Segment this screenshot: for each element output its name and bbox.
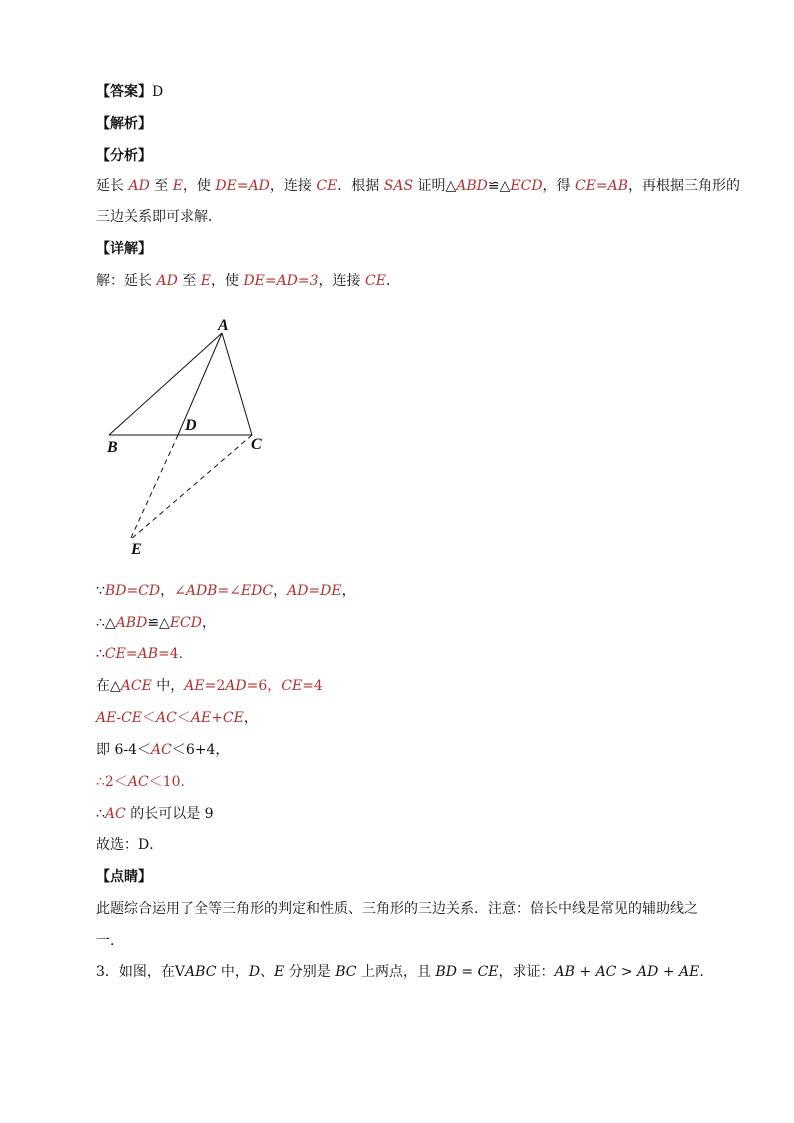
math-term: AD [225, 678, 247, 694]
problem-3 [96, 963, 704, 981]
label-A: A [218, 317, 229, 334]
comment-line-2: 一． [96, 933, 124, 949]
text: 3．如图，在 [96, 964, 175, 980]
text: - [116, 710, 122, 726]
math-term: CE=AB [104, 646, 158, 662]
text: 中， [216, 964, 249, 980]
math-term: ABD [115, 615, 148, 631]
analysis-heading: 【解析】 [96, 116, 152, 132]
math-term: AE [184, 678, 205, 694]
text: ，使 [210, 273, 244, 289]
text: ＜10． [148, 774, 195, 790]
text: . [699, 964, 704, 980]
answer-label: 【答案】 [96, 84, 152, 100]
text: ， [160, 583, 175, 599]
text: ∴2＜ [96, 774, 128, 790]
step-4 [96, 677, 323, 695]
math-term: AD [156, 273, 178, 289]
math-term: CE [121, 710, 143, 726]
comment-heading: 【点睛】 [96, 869, 152, 885]
math-term: AD [637, 964, 659, 980]
math-term: BC [335, 964, 357, 980]
math-term: AC [104, 806, 126, 822]
text: =2 [204, 678, 226, 694]
triangle-symbol: V [174, 964, 186, 980]
math-term: AE [96, 710, 117, 726]
text: ， [243, 710, 258, 726]
text: ＜ [176, 710, 191, 726]
text: ，使 [182, 178, 216, 194]
text: ，再根据三角形的 [628, 178, 741, 194]
step-5 [96, 709, 258, 727]
step-2 [96, 614, 216, 632]
text: 至 [149, 178, 173, 194]
math-term: E [274, 964, 285, 980]
math-term: BD [435, 964, 457, 980]
math-term: AD=DE [287, 583, 342, 599]
text: =4． [157, 646, 193, 662]
math-term: SAS [383, 178, 414, 194]
math-term: DE=AD=3 [243, 273, 319, 289]
segment-AC [222, 333, 252, 435]
text: ＜6+4， [171, 742, 230, 758]
text: 至 [177, 273, 201, 289]
text: 在△ [96, 678, 121, 694]
math-term: AE [190, 710, 212, 726]
text: ，连接 [269, 178, 317, 194]
text: 中， [151, 678, 185, 694]
text: ∴ [96, 646, 105, 662]
text: ≌△ [147, 615, 170, 631]
text: ≌△ [487, 178, 511, 194]
text: + [658, 964, 680, 980]
math-term: AC [156, 710, 177, 726]
text: ＜ [142, 710, 157, 726]
text: =4 [302, 678, 323, 694]
text: =6， [246, 678, 282, 694]
text: ，得 [542, 178, 575, 194]
segment-DE-dashed [130, 435, 178, 540]
text: ，连接 [318, 273, 365, 289]
text: + [574, 964, 596, 980]
text: 的长可以是 9 [125, 806, 214, 822]
text: ．根据 [337, 178, 384, 194]
text: 延长 [96, 178, 129, 194]
text: ， [341, 583, 356, 599]
math-term: CE [316, 178, 338, 194]
text: 即 6-4＜ [96, 742, 151, 758]
text: ∵ [96, 583, 105, 599]
math-term: CE [222, 710, 244, 726]
text: = [456, 964, 478, 980]
text: > [616, 964, 638, 980]
step-9: 故选：D． [96, 837, 164, 853]
text: ∴△ [96, 615, 116, 631]
comment-line-1: 此题综合运用了全等三角形的判定和性质、三角形的三边关系．注意：倍长中线是常见的辅助线之 [96, 901, 698, 917]
math-term: DE=AD [215, 178, 270, 194]
label-E: E [131, 541, 142, 558]
fenxi-line-2: 三边关系即可求解． [96, 209, 222, 225]
math-term: AC [595, 964, 617, 980]
math-term: AD [128, 178, 150, 194]
text: ， [273, 583, 288, 599]
math-term: D [248, 964, 261, 980]
text: + [211, 710, 223, 726]
step-7 [96, 773, 194, 791]
text: 、 [260, 964, 275, 980]
math-term: ∠ADB=∠EDC [174, 583, 274, 599]
step-1 [96, 582, 356, 600]
detail-heading: 【详解】 [96, 241, 152, 257]
step-6 [96, 741, 229, 759]
text: 上两点，且 [356, 964, 436, 980]
math-term: AE [679, 964, 700, 980]
segment-CE-dashed [130, 435, 252, 540]
math-term: CE [281, 678, 303, 694]
math-term: AC [127, 774, 149, 790]
math-term: ECD [510, 178, 543, 194]
math-term: ACE [120, 678, 152, 694]
step-8 [96, 805, 214, 823]
math-term: ABC [185, 964, 217, 980]
math-term: AC [151, 742, 172, 758]
text: 分别是 [284, 964, 336, 980]
math-term: BD=CD [104, 583, 161, 599]
text: ∴ [96, 806, 105, 822]
math-term: CE [477, 964, 499, 980]
step-3 [96, 645, 193, 663]
label-B: B [107, 439, 118, 456]
math-term: E [200, 273, 211, 289]
math-term: CE=AB [575, 178, 629, 194]
math-term: ABD [456, 178, 488, 194]
answer-value: D [152, 84, 164, 100]
text: ． [385, 273, 400, 289]
label-C: C [251, 436, 262, 453]
text: 证明△ [413, 178, 457, 194]
math-term: CE [365, 273, 386, 289]
label-D: D [185, 417, 197, 434]
fenxi-heading: 【分析】 [96, 148, 152, 164]
math-term: E [172, 178, 183, 194]
text: ，求证： [498, 964, 555, 980]
math-term: ECD [169, 615, 202, 631]
math-term: AB [554, 964, 575, 980]
text: 解：延长 [96, 273, 157, 289]
text: ， [201, 615, 216, 631]
segment-AB [109, 333, 222, 435]
